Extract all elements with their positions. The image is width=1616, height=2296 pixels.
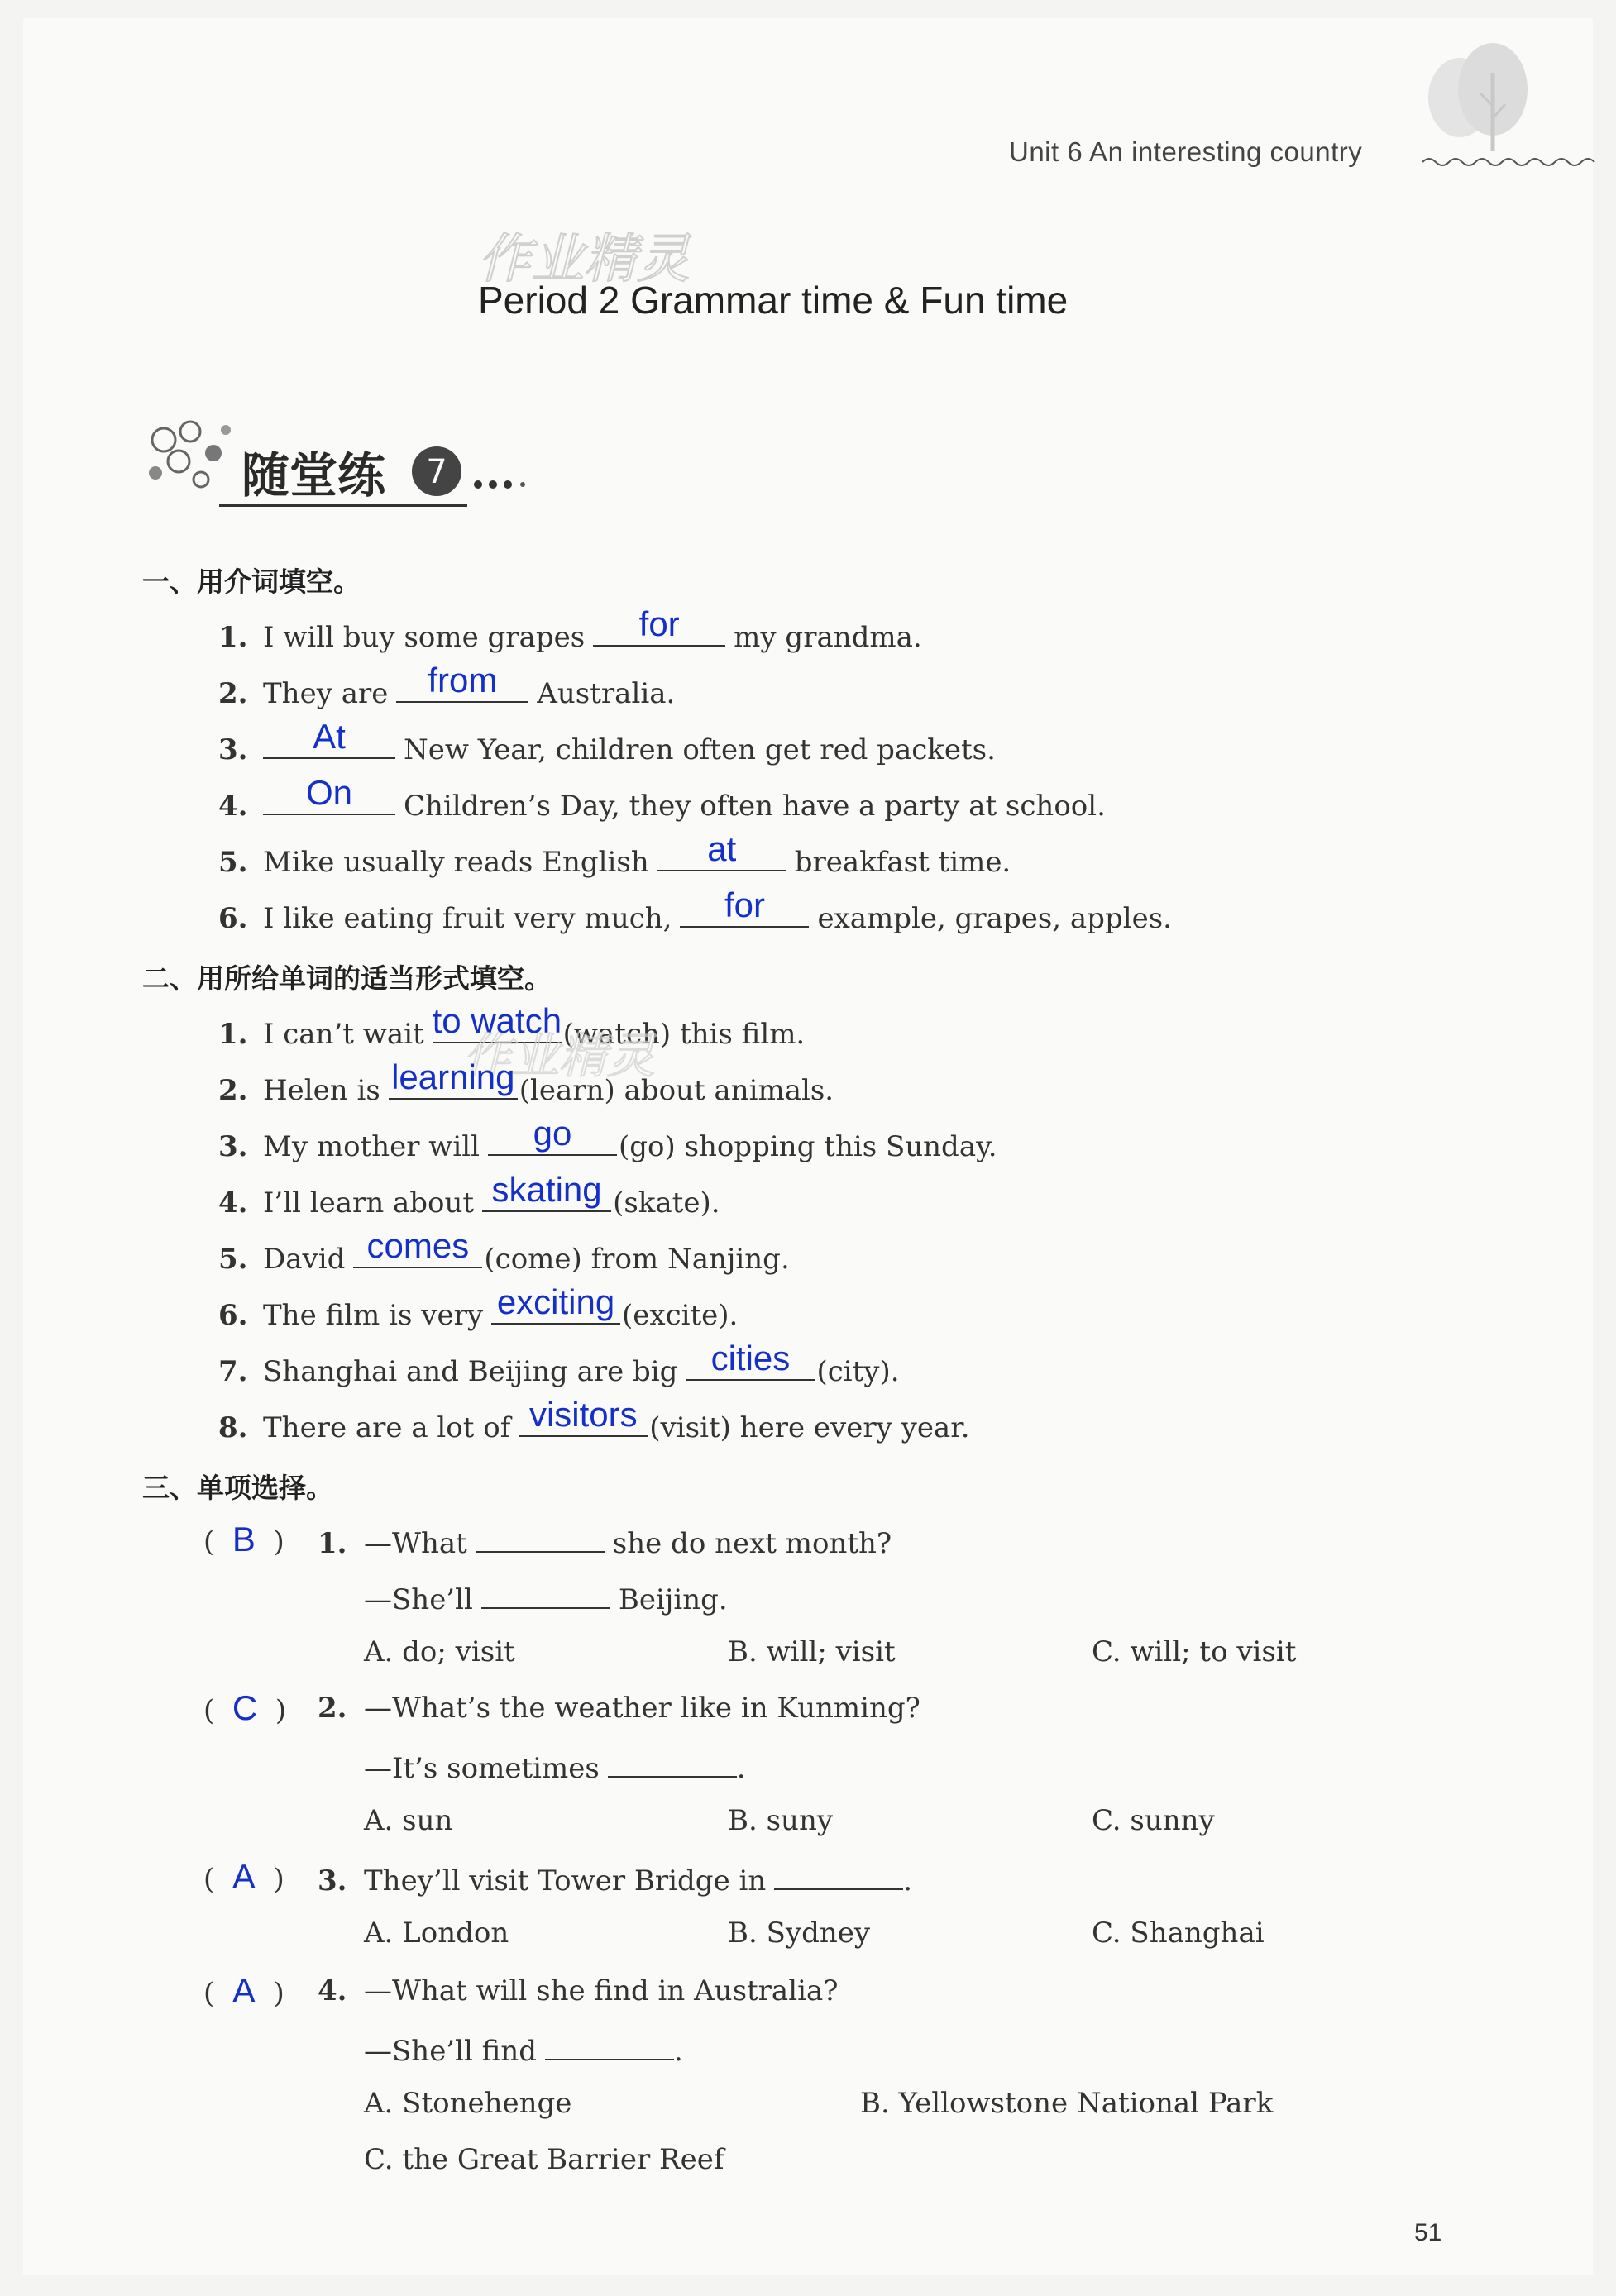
item-text: example, grapes, apples. xyxy=(817,902,1172,935)
item-text: I’ll learn about xyxy=(263,1186,475,1220)
item-number: 5. xyxy=(218,846,248,879)
answer-blank[interactable] xyxy=(680,885,809,928)
answer-blank[interactable] xyxy=(657,829,786,871)
item-text: (come) from Nanjing. xyxy=(484,1243,790,1276)
s2-item-4 xyxy=(218,1170,720,1220)
item-text: —What xyxy=(364,1527,467,1560)
item-text: I can’t wait xyxy=(263,1018,424,1051)
choice-answer: C xyxy=(232,1688,258,1727)
item-text: —What’s the weather like in Kunming? xyxy=(364,1692,920,1725)
answer-text: go xyxy=(533,1114,572,1153)
item-text: They’ll visit Tower Bridge in xyxy=(364,1864,767,1897)
item-number: 7. xyxy=(218,1355,248,1388)
item-text: . xyxy=(903,1864,913,1897)
banner-badge-icon xyxy=(404,438,536,504)
answer-text: visitors xyxy=(528,1395,638,1434)
answer-text: from xyxy=(428,661,498,699)
answer-blank[interactable] xyxy=(476,1523,605,1553)
s1-item-5 xyxy=(218,829,1011,879)
item-number: 6. xyxy=(218,1299,248,1332)
answer-blank[interactable] xyxy=(481,1579,610,1609)
section-3-heading: 三、单项选择。 xyxy=(142,1472,333,1504)
answer-text: cities xyxy=(710,1339,791,1377)
answer-blank[interactable] xyxy=(593,604,725,647)
answer-blank[interactable] xyxy=(488,1114,617,1156)
item-number: 3. xyxy=(318,1864,347,1897)
item-number: 1. xyxy=(218,1018,248,1051)
q4-option-c[interactable]: C. the Great Barrier Reef xyxy=(364,2143,724,2176)
item-text: . xyxy=(674,2035,683,2068)
item-text: breakfast time. xyxy=(794,846,1011,879)
answer-text: to watch xyxy=(432,1001,562,1040)
choice-q3-answer-slot[interactable]: ( A ) xyxy=(203,1857,284,1896)
item-number: 5. xyxy=(218,1243,248,1276)
answer-blank[interactable] xyxy=(263,773,395,815)
item-number: 4. xyxy=(218,1186,248,1220)
choice-q1-answer-slot[interactable]: ( B ) xyxy=(203,1520,284,1559)
item-text: Shanghai and Beijing are big xyxy=(263,1355,678,1388)
q1-line-2 xyxy=(364,1579,728,1616)
tree-icon xyxy=(1422,40,1530,155)
item-text: (learn) about animals. xyxy=(519,1074,834,1107)
answer-text: at xyxy=(707,829,737,868)
answer-text: exciting xyxy=(496,1282,615,1321)
s1-item-6 xyxy=(218,885,1172,935)
item-text: Children’s Day, they often have a party at school. xyxy=(404,790,1106,823)
q2-option-b[interactable]: B. suny xyxy=(728,1804,834,1837)
q4-option-a[interactable]: A. Stonehenge xyxy=(364,2087,572,2120)
answer-blank[interactable] xyxy=(519,1395,648,1437)
item-text: —She’ll find xyxy=(364,2035,538,2068)
item-number: 2. xyxy=(218,677,248,710)
answer-blank[interactable] xyxy=(263,717,395,759)
item-number: 2. xyxy=(218,1074,248,1107)
item-number: 3. xyxy=(218,733,248,766)
s1-item-2 xyxy=(218,661,676,710)
s2-item-6 xyxy=(218,1282,739,1332)
choice-answer: A xyxy=(232,1971,256,2010)
page-title: Period 2 Grammar time & Fun time xyxy=(478,279,1069,322)
answer-text: for xyxy=(638,604,680,643)
item-text: —It’s sometimes xyxy=(364,1752,600,1785)
s1-item-3 xyxy=(218,717,996,766)
item-text: Mike usually reads English xyxy=(263,846,649,879)
item-text: David xyxy=(263,1243,346,1276)
section-1-heading: 一、用介词填空。 xyxy=(142,566,361,598)
item-text: she do next month? xyxy=(612,1527,892,1560)
answer-blank[interactable] xyxy=(545,2031,674,2060)
item-text: . xyxy=(736,1752,746,1785)
item-text: There are a lot of xyxy=(263,1411,511,1444)
item-text: I like eating fruit very much, xyxy=(263,902,672,935)
item-text: The film is very xyxy=(263,1299,484,1332)
item-text: I will buy some grapes xyxy=(263,621,586,654)
q2-option-c[interactable]: C. sunny xyxy=(1092,1804,1215,1837)
s1-item-4 xyxy=(218,773,1106,823)
q4-line-1 xyxy=(318,1974,838,2007)
item-text: Beijing. xyxy=(618,1583,728,1616)
item-number: 8. xyxy=(218,1411,248,1444)
item-text: Helen is xyxy=(263,1074,380,1107)
answer-blank[interactable] xyxy=(774,1860,903,1890)
s2-item-5 xyxy=(218,1226,790,1276)
item-number: 4. xyxy=(218,790,248,823)
q3-option-a[interactable]: A. London xyxy=(364,1917,509,1950)
s2-item-8 xyxy=(218,1395,970,1444)
item-number: 1. xyxy=(318,1527,347,1560)
q4-line-2 xyxy=(364,2031,683,2068)
watermark-logo: 作业精灵 xyxy=(478,229,690,290)
wave-decoration xyxy=(1421,155,1596,169)
s1-item-1 xyxy=(218,604,922,654)
answer-blank[interactable] xyxy=(389,1057,518,1100)
item-text: My mother will xyxy=(263,1130,480,1163)
q2-option-a[interactable]: A. sun xyxy=(364,1804,453,1837)
item-text: (excite). xyxy=(622,1299,739,1332)
item-text: They are xyxy=(263,677,389,710)
item-text: —What will she find in Australia? xyxy=(364,1974,839,2007)
q1-option-b[interactable]: B. will; visit xyxy=(728,1635,896,1668)
svg-text:7: 7 xyxy=(426,453,447,491)
item-text: (watch) this film. xyxy=(562,1018,806,1051)
q3-option-c[interactable]: C. Shanghai xyxy=(1092,1917,1265,1950)
answer-blank[interactable] xyxy=(353,1226,482,1268)
answer-text: for xyxy=(724,885,765,924)
item-text: (skate). xyxy=(613,1186,720,1220)
q2-line-2 xyxy=(364,1748,746,1785)
item-number: 4. xyxy=(318,1974,347,2007)
answer-text: On xyxy=(305,773,353,812)
q2-line-1 xyxy=(318,1692,920,1725)
answer-text: At xyxy=(313,717,346,756)
answer-blank[interactable] xyxy=(491,1282,620,1325)
answer-blank[interactable] xyxy=(608,1748,737,1778)
banner-title: 随堂练 xyxy=(241,447,386,504)
answer-blank[interactable] xyxy=(396,661,528,703)
s2-item-3 xyxy=(218,1114,997,1163)
q3-line-1 xyxy=(318,1860,912,1897)
q4-option-b[interactable]: B. Yellowstone National Park xyxy=(860,2087,1274,2120)
item-text: (city). xyxy=(816,1355,900,1388)
item-text: my grandma. xyxy=(734,621,922,654)
q1-option-a[interactable]: A. do; visit xyxy=(364,1635,515,1668)
choice-q2-answer-slot[interactable]: ( C ) xyxy=(203,1688,287,1727)
s2-item-7 xyxy=(218,1339,900,1388)
answer-blank[interactable] xyxy=(686,1339,815,1381)
item-text: (go) shopping this Sunday. xyxy=(619,1130,997,1163)
choice-q4-answer-slot[interactable]: ( A ) xyxy=(203,1971,284,2010)
item-text: (visit) here every year. xyxy=(649,1411,970,1444)
banner-underline xyxy=(219,504,467,507)
page-number: 51 xyxy=(1414,2219,1442,2246)
answer-blank[interactable] xyxy=(482,1170,611,1212)
item-number: 6. xyxy=(218,902,248,935)
item-number: 1. xyxy=(218,621,248,654)
answer-text: learning xyxy=(391,1057,515,1096)
choice-answer: B xyxy=(232,1520,256,1559)
item-number: 2. xyxy=(318,1692,347,1725)
unit-header: Unit 6 An interesting country xyxy=(1009,136,1363,167)
choice-answer: A xyxy=(232,1857,256,1896)
item-number: 3. xyxy=(218,1130,248,1163)
q1-option-c[interactable]: C. will; to visit xyxy=(1092,1635,1297,1668)
watermark-logo-faint: 作业精灵 xyxy=(463,1028,656,1084)
item-text: Australia. xyxy=(537,677,676,710)
answer-text: comes xyxy=(366,1226,470,1265)
item-text: New Year, children often get red packets. xyxy=(404,733,996,766)
s2-item-2 xyxy=(218,1057,834,1107)
q3-option-b[interactable]: B. Sydney xyxy=(728,1917,871,1950)
section-2-heading: 二、用所给单词的适当形式填空。 xyxy=(142,962,552,995)
q1-line-1 xyxy=(318,1523,892,1560)
item-text: —She’ll xyxy=(364,1583,473,1616)
answer-text: skating xyxy=(491,1170,602,1209)
flower-decoration-icon xyxy=(139,407,238,499)
